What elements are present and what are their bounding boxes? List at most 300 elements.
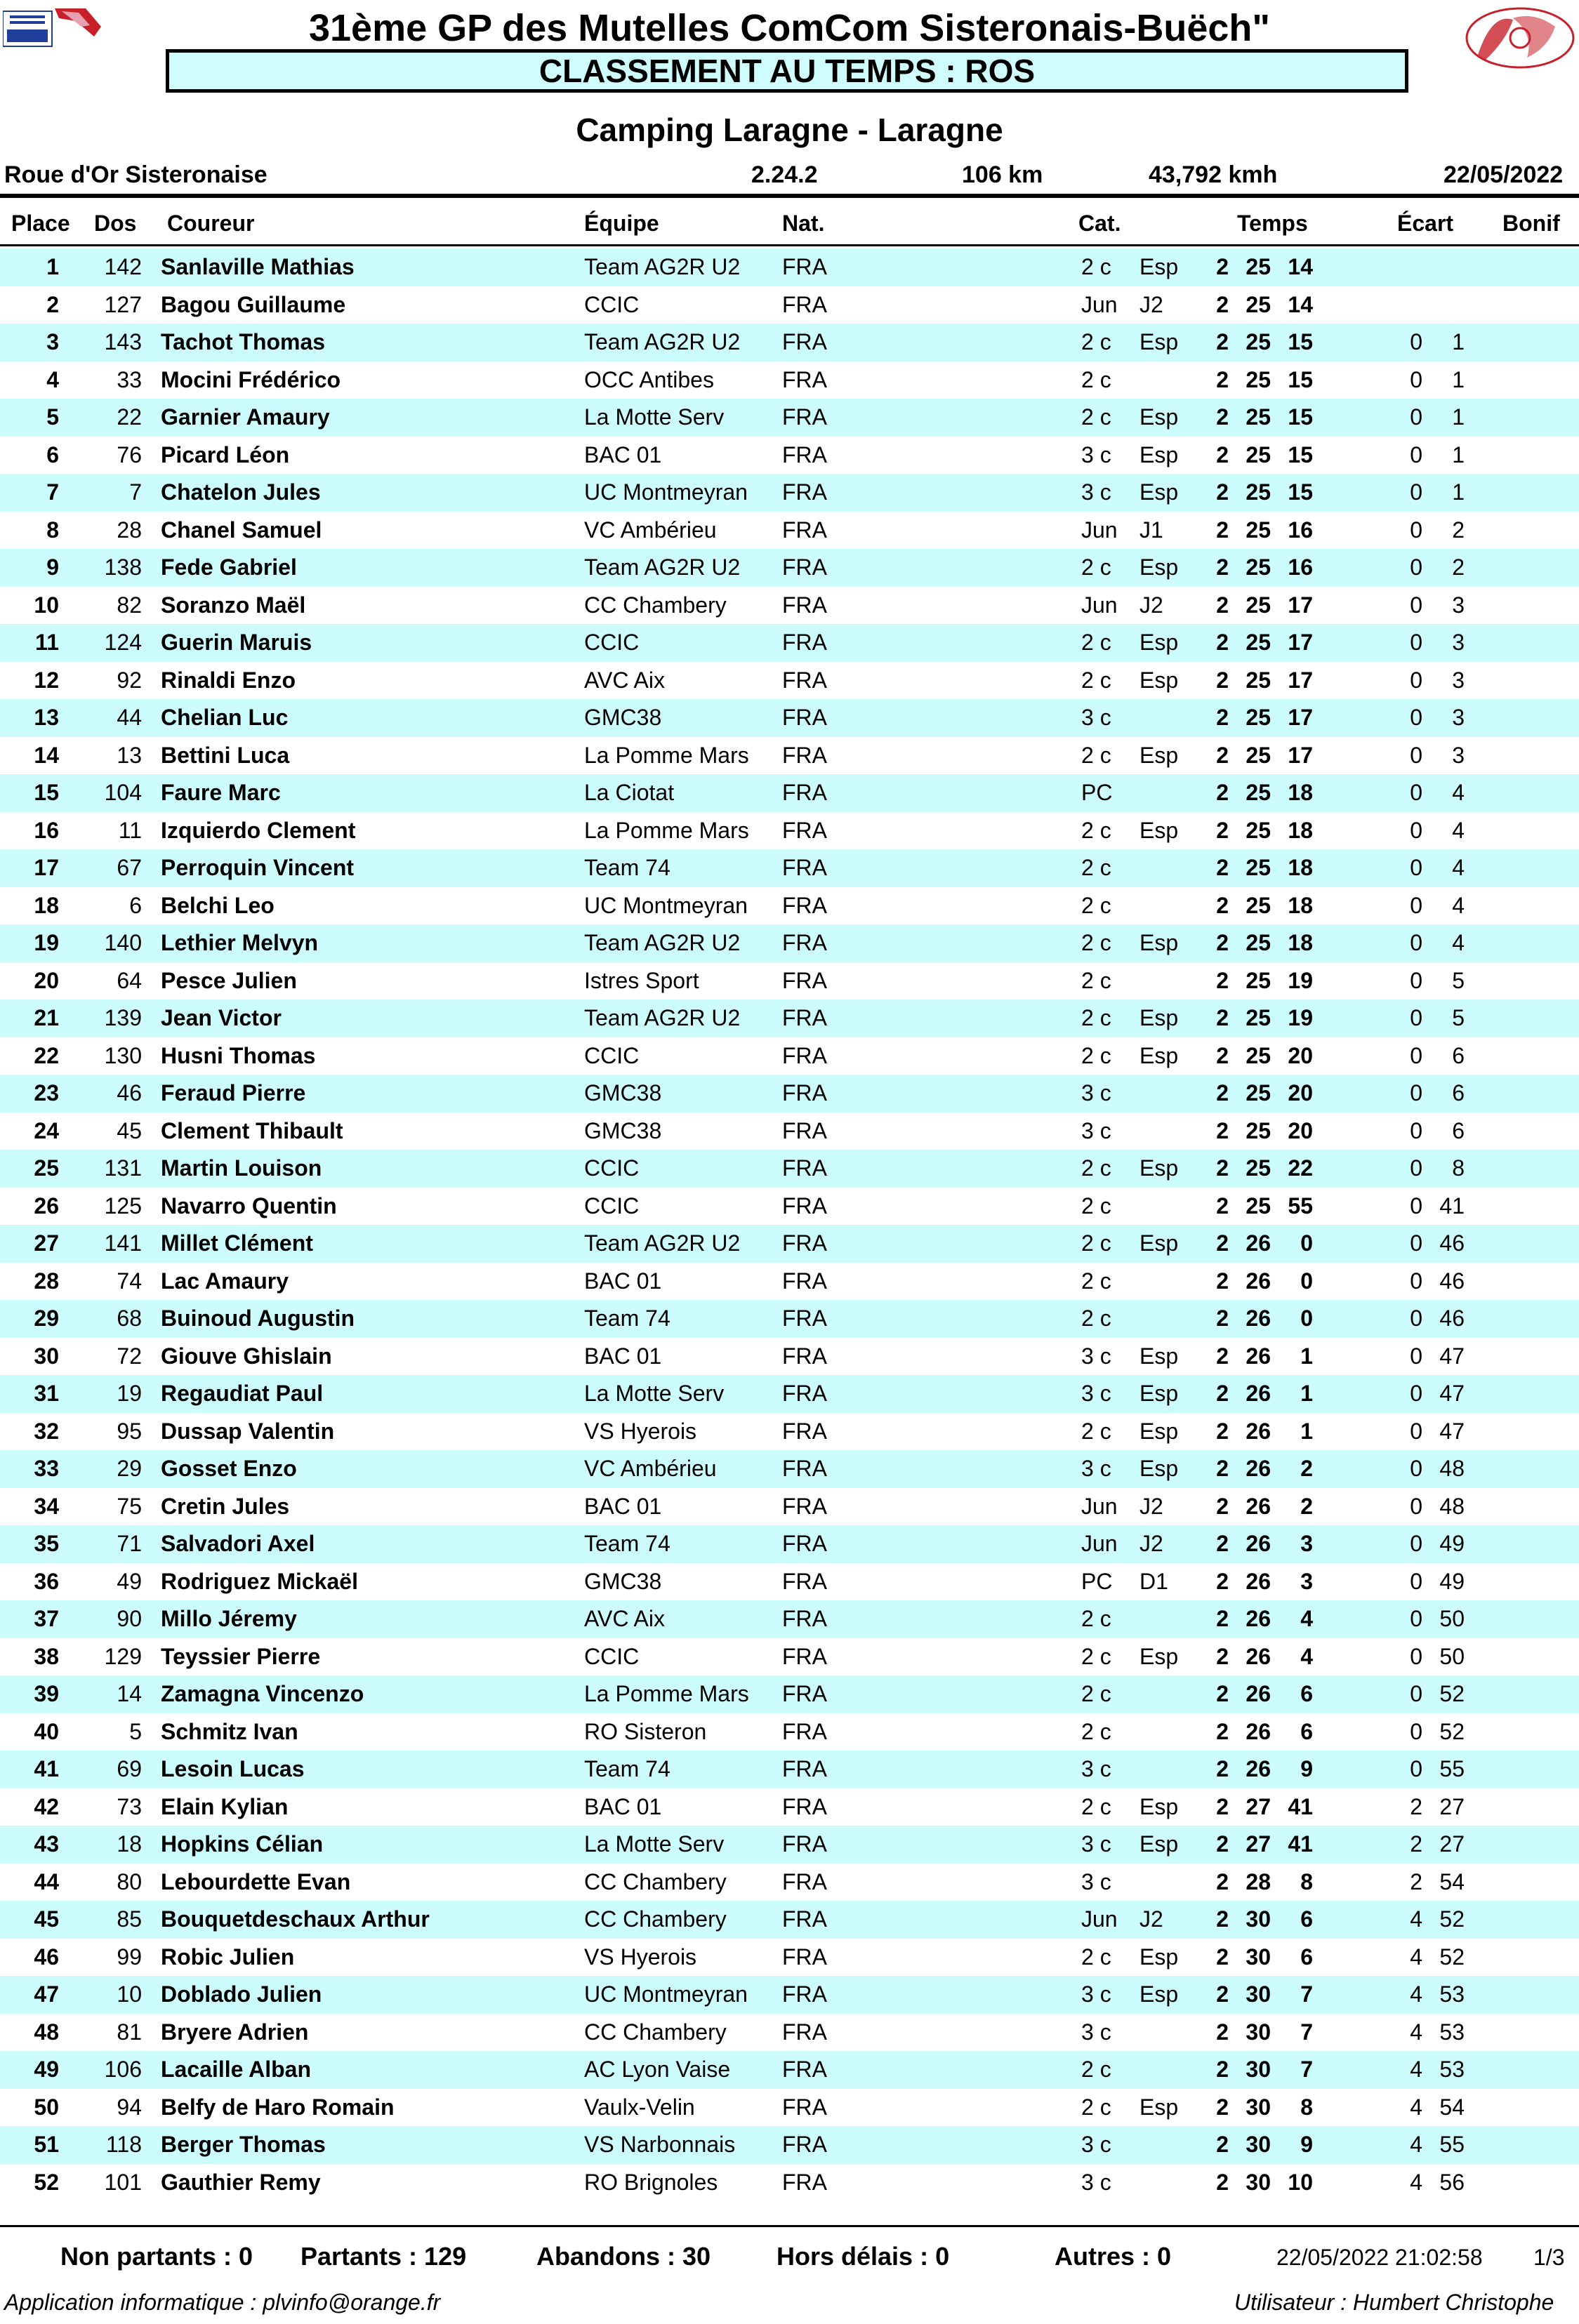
classification-title: CLASSEMENT AU TEMPS : ROS (166, 49, 1408, 93)
time-minutes-cell: 30 (1246, 1981, 1271, 2007)
gap-minutes-cell: 0 (1410, 1756, 1422, 1781)
subcategory-cell: D1 (1139, 1568, 1168, 1594)
dos-cell: 99 (117, 1944, 142, 1970)
dos-cell: 11 (118, 817, 142, 843)
time-minutes-cell: 25 (1246, 441, 1271, 467)
table-row (0, 1600, 1579, 1638)
time-seconds-cell: 7 (1300, 2057, 1313, 2082)
table-row (0, 1901, 1579, 1939)
place-cell: 2 (46, 291, 59, 317)
nationality-cell: FRA (782, 1005, 827, 1030)
dos-cell: 94 (117, 2094, 142, 2120)
gap-seconds-cell: 5 (1452, 1005, 1465, 1030)
table-row (0, 2126, 1579, 2164)
gap-minutes-cell: 0 (1410, 555, 1422, 580)
nationality-cell: FRA (782, 1606, 827, 1631)
nationality-cell: FRA (782, 1531, 827, 1556)
category-cell: 2 c (1081, 817, 1111, 843)
place-cell: 15 (34, 780, 59, 805)
rider-name-cell: Clement Thibault (161, 1117, 343, 1143)
rider-name-cell: Feraud Pierre (161, 1080, 306, 1105)
place-cell: 34 (34, 1493, 59, 1519)
team-cell: AVC Aix (584, 667, 665, 693)
time-hours-cell: 2 (1216, 1005, 1229, 1030)
time-hours-cell: 2 (1216, 1681, 1229, 1706)
subcategory-cell: Esp (1139, 1831, 1179, 1857)
dos-cell: 69 (117, 1756, 142, 1781)
nationality-cell: FRA (782, 1944, 827, 1970)
time-minutes-cell: 25 (1246, 855, 1271, 880)
dos-cell: 13 (117, 742, 142, 768)
time-hours-cell: 2 (1216, 1155, 1229, 1181)
place-cell: 17 (34, 855, 59, 880)
print-timestamp: 22/05/2022 21:02:58 (1276, 2245, 1483, 2270)
table-row (0, 1150, 1579, 1188)
gap-minutes-cell: 0 (1410, 892, 1422, 918)
rider-name-cell: Chelian Luc (161, 705, 289, 730)
nationality-cell: FRA (782, 1681, 827, 1706)
place-cell: 29 (34, 1306, 59, 1331)
nationality-cell: FRA (782, 2132, 827, 2157)
team-cell: OCC Antibes (584, 366, 714, 392)
gap-seconds-cell: 50 (1439, 1643, 1465, 1669)
place-cell: 24 (34, 1117, 59, 1143)
category-cell: 2 c (1081, 2057, 1111, 2082)
nationality-cell: FRA (782, 817, 827, 843)
category-cell: 3 c (1081, 2169, 1111, 2195)
team-cell: AVC Aix (584, 1606, 665, 1631)
table-row (0, 587, 1579, 625)
gap-seconds-cell: 3 (1452, 592, 1465, 618)
subcategory-cell: Esp (1139, 1042, 1179, 1068)
subcategory-cell: Esp (1139, 930, 1179, 955)
gap-seconds-cell: 52 (1439, 1944, 1465, 1970)
time-seconds-cell: 15 (1288, 441, 1313, 467)
gap-seconds-cell: 47 (1439, 1343, 1465, 1369)
gap-seconds-cell: 47 (1439, 1381, 1465, 1406)
time-minutes-cell: 25 (1246, 1155, 1271, 1181)
place-cell: 22 (34, 1042, 59, 1068)
gap-seconds-cell: 1 (1452, 404, 1465, 430)
table-row (0, 1713, 1579, 1751)
table-row (0, 1675, 1579, 1713)
place-cell: 39 (34, 1681, 59, 1706)
category-cell: 2 c (1081, 1042, 1111, 1068)
time-minutes-cell: 30 (1246, 1944, 1271, 1970)
rider-name-cell: Pesce Julien (161, 967, 297, 993)
team-cell: Team 74 (584, 855, 670, 880)
table-row (0, 2089, 1579, 2127)
gap-minutes-cell: 0 (1410, 441, 1422, 467)
nationality-cell: FRA (782, 517, 827, 543)
nationality-cell: FRA (782, 1981, 827, 2007)
place-cell: 5 (46, 404, 59, 430)
table-row (0, 1338, 1579, 1376)
category-cell: Jun (1081, 291, 1118, 317)
dos-cell: 127 (104, 291, 142, 317)
category-cell: 2 c (1081, 366, 1111, 392)
place-cell: 8 (46, 517, 59, 543)
gap-seconds-cell: 55 (1439, 2132, 1465, 2157)
category-cell: 3 c (1081, 1831, 1111, 1857)
time-minutes-cell: 25 (1246, 1080, 1271, 1105)
place-cell: 18 (34, 892, 59, 918)
time-minutes-cell: 25 (1246, 404, 1271, 430)
gap-seconds-cell: 52 (1439, 1718, 1465, 1744)
table-row (0, 399, 1579, 437)
table-row (0, 248, 1579, 286)
time-minutes-cell: 26 (1246, 1230, 1271, 1256)
time-minutes-cell: 28 (1246, 1868, 1271, 1894)
nationality-cell: FRA (782, 705, 827, 730)
rider-name-cell: Lebourdette Evan (161, 1868, 351, 1894)
dos-cell: 49 (117, 1568, 142, 1594)
category-cell: PC (1081, 1568, 1113, 1594)
nationality-cell: FRA (782, 780, 827, 805)
subcategory-cell: Esp (1139, 1981, 1179, 2007)
table-row (0, 774, 1579, 812)
subcategory-cell: Esp (1139, 329, 1179, 354)
team-cell: GMC38 (584, 1117, 662, 1143)
time-seconds-cell: 19 (1288, 967, 1313, 993)
rider-name-cell: Elain Kylian (161, 1793, 289, 1819)
gap-seconds-cell: 53 (1439, 2019, 1465, 2045)
team-cell: CCIC (584, 291, 640, 317)
column-header-coureur: Coureur (167, 211, 255, 236)
subcategory-cell: Esp (1139, 479, 1179, 505)
time-minutes-cell: 26 (1246, 1718, 1271, 1744)
gap-seconds-cell: 52 (1439, 1681, 1465, 1706)
dos-cell: 95 (117, 1418, 142, 1444)
gap-seconds-cell: 49 (1439, 1531, 1465, 1556)
time-seconds-cell: 20 (1288, 1117, 1313, 1143)
dos-cell: 106 (104, 2057, 142, 2082)
nationality-cell: FRA (782, 555, 827, 580)
rider-name-cell: Jean Victor (161, 1005, 282, 1030)
time-seconds-cell: 41 (1288, 1793, 1313, 1819)
time-seconds-cell: 17 (1288, 592, 1313, 618)
category-cell: 2 c (1081, 667, 1111, 693)
subcategory-cell: J2 (1139, 1531, 1163, 1556)
rider-name-cell: Lacaille Alban (161, 2057, 311, 2082)
table-row (0, 1188, 1579, 1226)
dos-cell: 80 (117, 1868, 142, 1894)
team-cell: Team AG2R U2 (584, 329, 741, 354)
team-cell: CCIC (584, 1042, 640, 1068)
nationality-cell: FRA (782, 291, 827, 317)
dos-cell: 101 (104, 2169, 142, 2195)
nationality-cell: FRA (782, 1155, 827, 1181)
team-cell: Team AG2R U2 (584, 1005, 741, 1030)
team-cell: UC Montmeyran (584, 1981, 748, 2007)
rider-name-cell: Izquierdo Clement (161, 817, 356, 843)
nationality-cell: FRA (782, 592, 827, 618)
time-minutes-cell: 25 (1246, 630, 1271, 655)
category-cell: 2 c (1081, 1418, 1111, 1444)
time-minutes-cell: 25 (1246, 517, 1271, 543)
gap-seconds-cell: 27 (1439, 1793, 1465, 1819)
gap-minutes-cell: 4 (1410, 2169, 1422, 2195)
dos-cell: 90 (117, 1606, 142, 1631)
time-minutes-cell: 25 (1246, 817, 1271, 843)
time-hours-cell: 2 (1216, 930, 1229, 955)
time-seconds-cell: 8 (1300, 2094, 1313, 2120)
nationality-cell: FRA (782, 254, 827, 279)
rider-name-cell: Berger Thomas (161, 2132, 326, 2157)
time-hours-cell: 2 (1216, 291, 1229, 317)
time-seconds-cell: 7 (1300, 1981, 1313, 2007)
time-hours-cell: 2 (1216, 1042, 1229, 1068)
time-seconds-cell: 15 (1288, 329, 1313, 354)
non-partants: Non partants : 0 (60, 2242, 253, 2271)
gap-minutes-cell: 0 (1410, 1343, 1422, 1369)
team-cell: Team AG2R U2 (584, 555, 741, 580)
time-seconds-cell: 0 (1300, 1268, 1313, 1294)
rider-name-cell: Martin Louison (161, 1155, 322, 1181)
category-cell: 2 c (1081, 404, 1111, 430)
time-seconds-cell: 16 (1288, 555, 1313, 580)
gap-seconds-cell: 4 (1452, 780, 1465, 805)
table-row (0, 924, 1579, 962)
gap-seconds-cell: 6 (1452, 1042, 1465, 1068)
table-row (0, 962, 1579, 1000)
gap-minutes-cell: 0 (1410, 817, 1422, 843)
team-cell: Team 74 (584, 1531, 670, 1556)
rider-name-cell: Gauthier Remy (161, 2169, 321, 2195)
abandons: Abandons : 30 (536, 2242, 711, 2271)
rider-name-cell: Zamagna Vincenzo (161, 1681, 364, 1706)
results-table (0, 248, 1579, 2201)
place-cell: 13 (34, 705, 59, 730)
column-header-temps: Temps (1237, 211, 1308, 236)
nationality-cell: FRA (782, 855, 827, 880)
time-minutes-cell: 25 (1246, 479, 1271, 505)
time-hours-cell: 2 (1216, 1230, 1229, 1256)
table-row (0, 2164, 1579, 2202)
place-cell: 30 (34, 1343, 59, 1369)
gap-minutes-cell: 0 (1410, 1606, 1422, 1631)
team-cell: VC Ambérieu (584, 517, 717, 543)
place-cell: 28 (34, 1268, 59, 1294)
dos-cell: 45 (117, 1117, 142, 1143)
rider-name-cell: Picard Léon (161, 441, 290, 467)
place-cell: 37 (34, 1606, 59, 1631)
time-hours-cell: 2 (1216, 1306, 1229, 1331)
category-cell: Jun (1081, 592, 1118, 618)
category-cell: 2 c (1081, 742, 1111, 768)
category-cell: 2 c (1081, 1193, 1111, 1219)
time-seconds-cell: 9 (1300, 1756, 1313, 1781)
time-hours-cell: 2 (1216, 1831, 1229, 1857)
time-hours-cell: 2 (1216, 667, 1229, 693)
table-row (0, 1826, 1579, 1864)
nationality-cell: FRA (782, 1906, 827, 1932)
nationality-cell: FRA (782, 1568, 827, 1594)
rider-name-cell: Mocini Frédérico (161, 366, 341, 392)
category-cell: 2 c (1081, 1718, 1111, 1744)
dos-cell: 124 (104, 630, 142, 655)
application-info: Application informatique : plvinfo@orange.fr (4, 2290, 441, 2315)
time-seconds-cell: 18 (1288, 930, 1313, 955)
table-row (0, 887, 1579, 925)
team-cell: La Pomme Mars (584, 742, 749, 768)
gap-minutes-cell: 0 (1410, 1418, 1422, 1444)
time-hours-cell: 2 (1216, 1493, 1229, 1519)
dos-cell: 71 (117, 1531, 142, 1556)
dos-cell: 29 (117, 1456, 142, 1481)
gap-minutes-cell: 0 (1410, 1080, 1422, 1105)
gap-minutes-cell: 0 (1410, 517, 1422, 543)
team-cell: VS Narbonnais (584, 2132, 736, 2157)
time-hours-cell: 2 (1216, 517, 1229, 543)
dos-cell: 7 (129, 479, 142, 505)
gap-seconds-cell: 54 (1439, 2094, 1465, 2120)
time-seconds-cell: 17 (1288, 630, 1313, 655)
gap-minutes-cell: 4 (1410, 2094, 1422, 2120)
table-row (0, 1450, 1579, 1488)
time-minutes-cell: 30 (1246, 2132, 1271, 2157)
rider-name-cell: Lac Amaury (161, 1268, 289, 1294)
time-hours-cell: 2 (1216, 742, 1229, 768)
autres: Autres : 0 (1055, 2242, 1172, 2271)
nationality-cell: FRA (782, 1306, 827, 1331)
gap-minutes-cell: 0 (1410, 1193, 1422, 1219)
subcategory-cell: Esp (1139, 1944, 1179, 1970)
column-header-dos: Dos (94, 211, 137, 236)
dos-cell: 104 (104, 780, 142, 805)
nationality-cell: FRA (782, 630, 827, 655)
time-seconds-cell: 19 (1288, 1005, 1313, 1030)
place-cell: 45 (34, 1906, 59, 1932)
dos-cell: 72 (117, 1343, 142, 1369)
time-hours-cell: 2 (1216, 1643, 1229, 1669)
team-cell: Team 74 (584, 1756, 670, 1781)
time-seconds-cell: 6 (1300, 1718, 1313, 1744)
time-hours-cell: 2 (1216, 780, 1229, 805)
time-minutes-cell: 25 (1246, 291, 1271, 317)
gap-minutes-cell: 0 (1410, 592, 1422, 618)
team-cell: La Pomme Mars (584, 817, 749, 843)
gap-seconds-cell: 47 (1439, 1418, 1465, 1444)
time-minutes-cell: 25 (1246, 1005, 1271, 1030)
team-cell: La Pomme Mars (584, 1681, 749, 1706)
dos-cell: 140 (104, 930, 142, 955)
time-hours-cell: 2 (1216, 817, 1229, 843)
rider-name-cell: Faure Marc (161, 780, 281, 805)
gap-seconds-cell: 56 (1439, 2169, 1465, 2195)
category-cell: 2 c (1081, 855, 1111, 880)
time-hours-cell: 2 (1216, 892, 1229, 918)
time-seconds-cell: 20 (1288, 1042, 1313, 1068)
time-minutes-cell: 25 (1246, 1193, 1271, 1219)
category-cell: 2 c (1081, 1793, 1111, 1819)
nationality-cell: FRA (782, 2057, 827, 2082)
time-seconds-cell: 6 (1300, 1944, 1313, 1970)
rider-name-cell: Navarro Quentin (161, 1193, 337, 1219)
category-cell: 2 c (1081, 1268, 1111, 1294)
category-cell: 3 c (1081, 1343, 1111, 1369)
column-header-cat: Cat. (1078, 211, 1121, 236)
subcategory-cell: J2 (1139, 592, 1163, 618)
gap-seconds-cell: 1 (1452, 366, 1465, 392)
time-seconds-cell: 1 (1300, 1343, 1313, 1369)
place-cell: 14 (34, 742, 59, 768)
race-date: 22/05/2022 (1443, 161, 1564, 188)
category-cell: 2 c (1081, 1155, 1111, 1181)
dos-cell: 143 (104, 329, 142, 354)
time-minutes-cell: 25 (1246, 329, 1271, 354)
gap-minutes-cell: 4 (1410, 1981, 1422, 2007)
time-minutes-cell: 26 (1246, 1381, 1271, 1406)
nationality-cell: FRA (782, 742, 827, 768)
subcategory-cell: Esp (1139, 1230, 1179, 1256)
rider-name-cell: Lethier Melvyn (161, 930, 319, 955)
time-hours-cell: 2 (1216, 1756, 1229, 1781)
rider-name-cell: Rinaldi Enzo (161, 667, 296, 693)
gap-minutes-cell: 4 (1410, 2057, 1422, 2082)
place-cell: 33 (34, 1456, 59, 1481)
page-number: 1/3 (1533, 2245, 1565, 2270)
time-seconds-cell: 14 (1288, 291, 1313, 317)
place-cell: 23 (34, 1080, 59, 1105)
nationality-cell: FRA (782, 1343, 827, 1369)
rider-name-cell: Bryere Adrien (161, 2019, 309, 2045)
category-cell: 3 c (1081, 479, 1111, 505)
subcategory-cell: Esp (1139, 1793, 1179, 1819)
average-speed: 43,792 kmh (1149, 161, 1278, 188)
time-hours-cell: 2 (1216, 1568, 1229, 1594)
team-cell: GMC38 (584, 1080, 662, 1105)
gap-minutes-cell: 0 (1410, 1493, 1422, 1519)
dos-cell: 85 (117, 1906, 142, 1932)
gap-seconds-cell: 53 (1439, 2057, 1465, 2082)
dos-cell: 46 (117, 1080, 142, 1105)
time-hours-cell: 2 (1216, 404, 1229, 430)
place-cell: 52 (34, 2169, 59, 2195)
time-seconds-cell: 2 (1300, 1493, 1313, 1519)
table-row (0, 1113, 1579, 1150)
place-cell: 38 (34, 1643, 59, 1669)
team-cell: CC Chambery (584, 1906, 727, 1932)
place-cell: 47 (34, 1981, 59, 2007)
dos-cell: 74 (117, 1268, 142, 1294)
gap-minutes-cell: 2 (1410, 1793, 1422, 1819)
place-cell: 49 (34, 2057, 59, 2082)
time-seconds-cell: 55 (1288, 1193, 1313, 1219)
dos-cell: 125 (104, 1193, 142, 1219)
time-seconds-cell: 2 (1300, 1456, 1313, 1481)
table-row (0, 1300, 1579, 1338)
team-cell: CCIC (584, 1193, 640, 1219)
time-hours-cell: 2 (1216, 479, 1229, 505)
gap-minutes-cell: 0 (1410, 1681, 1422, 1706)
category-cell: Jun (1081, 517, 1118, 543)
table-row (0, 1751, 1579, 1788)
time-hours-cell: 2 (1216, 592, 1229, 618)
rider-name-cell: Buinoud Augustin (161, 1306, 355, 1331)
team-cell: UC Montmeyran (584, 892, 748, 918)
rider-name-cell: Schmitz Ivan (161, 1718, 298, 1744)
time-minutes-cell: 26 (1246, 1606, 1271, 1631)
gap-minutes-cell: 2 (1410, 1831, 1422, 1857)
team-cell: VC Ambérieu (584, 1456, 717, 1481)
dos-cell: 139 (104, 1005, 142, 1030)
nationality-cell: FRA (782, 1643, 827, 1669)
subcategory-cell: J2 (1139, 1493, 1163, 1519)
time-hours-cell: 2 (1216, 2169, 1229, 2195)
category-cell: 2 c (1081, 930, 1111, 955)
rider-name-cell: Millo Jéremy (161, 1606, 297, 1631)
